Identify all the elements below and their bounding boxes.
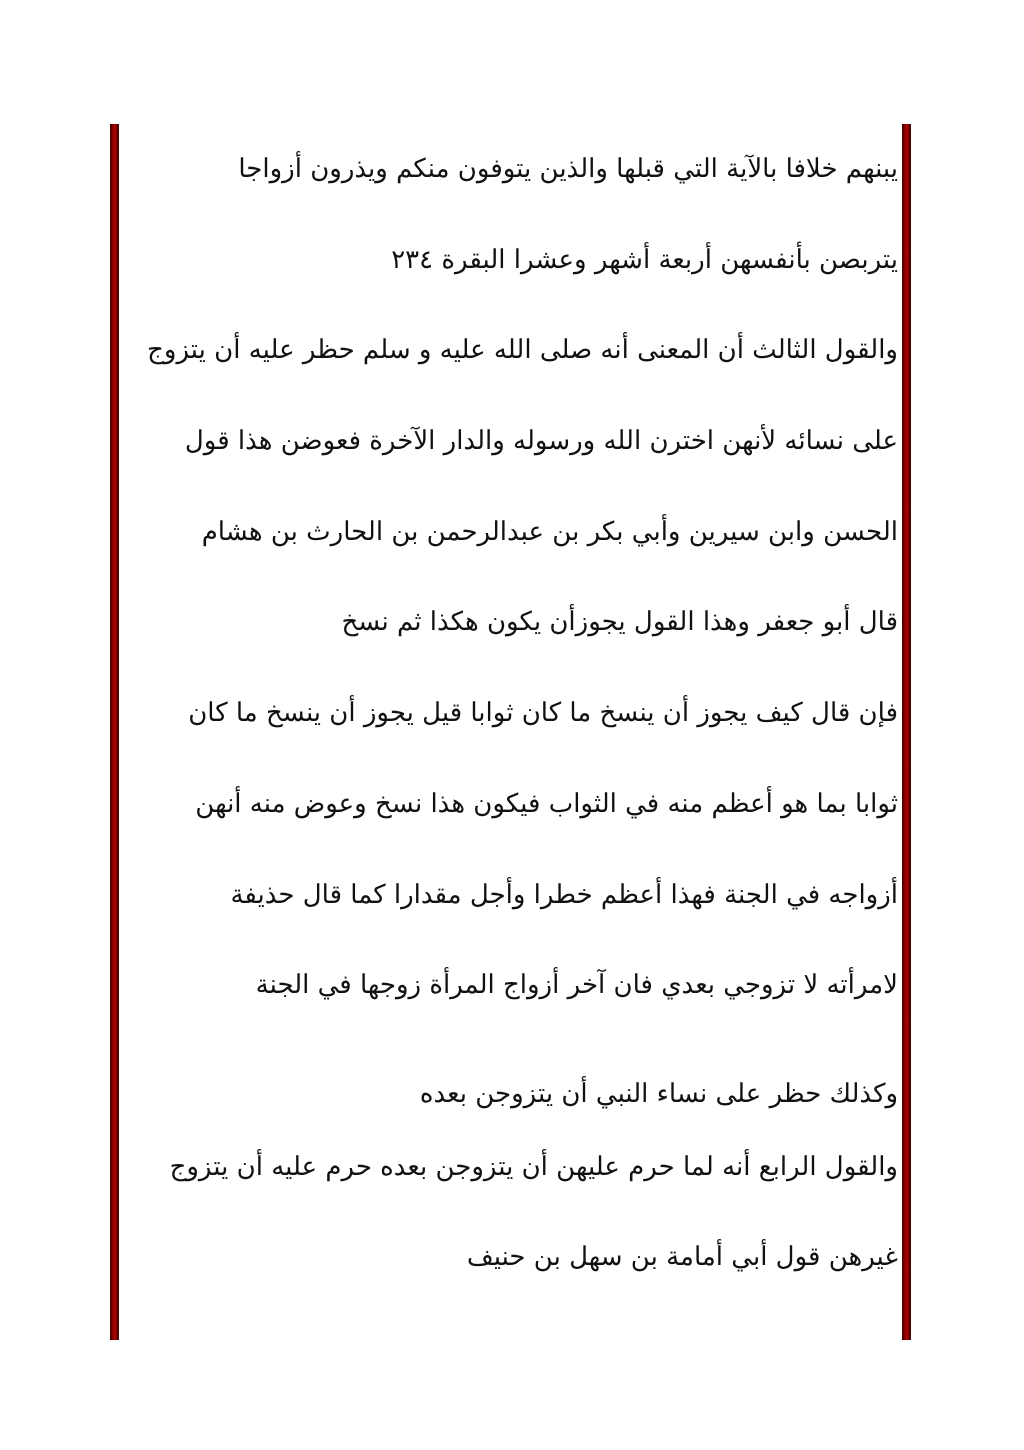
text-line: غيرهن قول أبي أمامة بن سهل بن حنيف <box>466 1242 898 1273</box>
text-line: وكذلك حظر على نساء النبي أن يتزوجن بعده <box>419 1078 898 1109</box>
text-line: لامرأته لا تزوجي بعدي فان آخر أزواج المرأة زوجها في الجنة <box>255 970 898 1001</box>
arabic-text-block <box>122 124 898 1303</box>
text-line: والقول الثالث أن المعنى أنه صلى الله عليه و سلم حظر عليه أن يتزوج <box>147 335 898 366</box>
text-line: يبنهم خلافا بالآية التي قبلها والذين يتوفون منكم ويذرون أزواجا <box>238 154 898 184</box>
text-line: والقول الرابع أنه لما حرم عليهن أن يتزوجن بعده حرم عليه أن يتزوج <box>169 1151 898 1182</box>
text-line: يتربصن بأنفسهن أربعة أشهر وعشرا البقرة ٢٣٤ <box>391 244 898 275</box>
left-border-rule <box>110 124 119 1340</box>
right-border-rule <box>902 124 911 1340</box>
text-line: ثوابا بما هو أعظم منه في الثواب فيكون هذا نسخ وعوض منه أنهن <box>195 788 898 819</box>
text-line: على نسائه لأنهن اخترن الله ورسوله والدار الآخرة فعوضن هذا قول <box>184 426 898 457</box>
text-line: الحسن وابن سيرين وأبي بكر بن عبدالرحمن بن الحارث بن هشام <box>201 516 898 547</box>
text-line: قال أبو جعفر وهذا القول يجوزأن يكون هكذا ثم نسخ <box>341 607 898 638</box>
text-line: أزواجه في الجنة فهذا أعظم خطرا وأجل مقدارا كما قال حذيفة <box>230 879 898 910</box>
text-line: فإن قال كيف يجوز أن ينسخ ما كان ثوابا قيل يجوز أن ينسخ ما كان <box>188 698 898 729</box>
